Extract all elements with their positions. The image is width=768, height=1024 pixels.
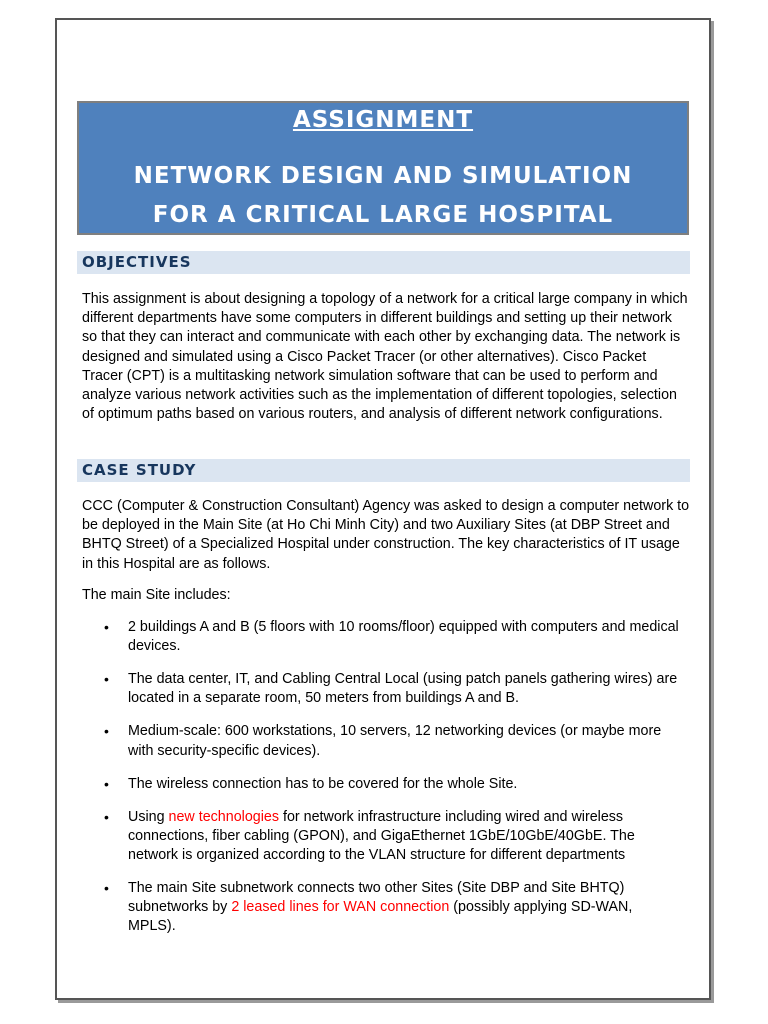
case-study-paragraph: CCC (Computer & Construction Consultant) Agency was asked to design a computer network to be deployed in the Main Site (at Ho Chi Minh City) and two Auxiliary Sites (at DBP Street and BHTQ Street) of a Specialized Hospital under construction. The key characteristics of IT usage in this Hospital are as follows. (82, 498, 690, 572)
bullet-icon: • (104, 880, 109, 897)
bullet-icon: • (104, 671, 109, 688)
bullet-text (128, 809, 635, 863)
bullet-text: The wireless connection has to be covered for the whole Site. (128, 775, 518, 792)
objectives-paragraph: This assignment is about designing a topology of a network for a critical large company in which different departments have some computers in different buildings and setting up their network so that they can interact and communicate with each other by exchanging data. The network is designed and simulated using a Cisco Packet Tracer (or other alternatives). Cisco Packet Tracer (CPT) is a multitasking network simulation software that can be used to perform and analyze various network activities such as the implementation of different topologies, selection of optimum paths based on various routers, and analysis of different network configurations. (82, 291, 688, 423)
highlighted-text: new technologies (168, 808, 280, 825)
bullet-text: Medium-scale: 600 workstations, 10 servers, 12 networking devices (or maybe more with security-specific devices). (128, 723, 662, 759)
document-title (79, 157, 687, 235)
bullet-text: The data center, IT, and Cabling Central Local (using patch panels gathering wires) are located in a separate room, 50 meters from buildings A and B. (128, 671, 678, 707)
list-item (82, 808, 682, 866)
title-line-1: NETWORK DESIGN AND SIMULATION (133, 163, 633, 189)
document-page (55, 18, 711, 1000)
bullet-text: 2 buildings A and B (5 floors with 10 rooms/floor) equipped with computers and medical devices. (128, 619, 679, 655)
list-item (82, 722, 682, 760)
bullet-icon: • (104, 775, 109, 792)
objectives-heading: OBJECTIVES (77, 251, 690, 274)
assignment-label: ASSIGNMENT (292, 107, 474, 133)
bullet-text (128, 880, 632, 934)
bullet-text-pre: The main Site subnetwork connects two other Sites (Site DBP and Site BHTQ) subnetworks by (128, 880, 625, 916)
case-study-heading: CASE STUDY (77, 459, 690, 482)
bullet-icon: • (104, 723, 109, 740)
list-item (82, 618, 682, 656)
highlighted-text: 2 leased lines for WAN connection (231, 899, 450, 916)
bullet-text-pre: Using (128, 808, 169, 825)
title-line-2: FOR A CRITICAL LARGE HOSPITAL (152, 202, 614, 228)
bullet-icon: • (104, 619, 109, 635)
bullet-text-post: for network infrastructure including wired and wireless connections, fiber cabling (GPON), and GigaEthernet 1GbE/10GbE/40GbE. The network is organized according to the VLAN structure for different departments (128, 808, 635, 864)
main-site-bullet-list (82, 618, 682, 950)
title-banner (77, 101, 689, 235)
bullet-icon: • (104, 808, 109, 825)
bullet-text-post: (possibly applying SD-WAN, MPLS). (128, 899, 633, 935)
list-item (82, 775, 682, 794)
main-site-intro: The main Site includes: (82, 587, 231, 603)
list-item (82, 879, 682, 937)
list-item (82, 670, 682, 708)
